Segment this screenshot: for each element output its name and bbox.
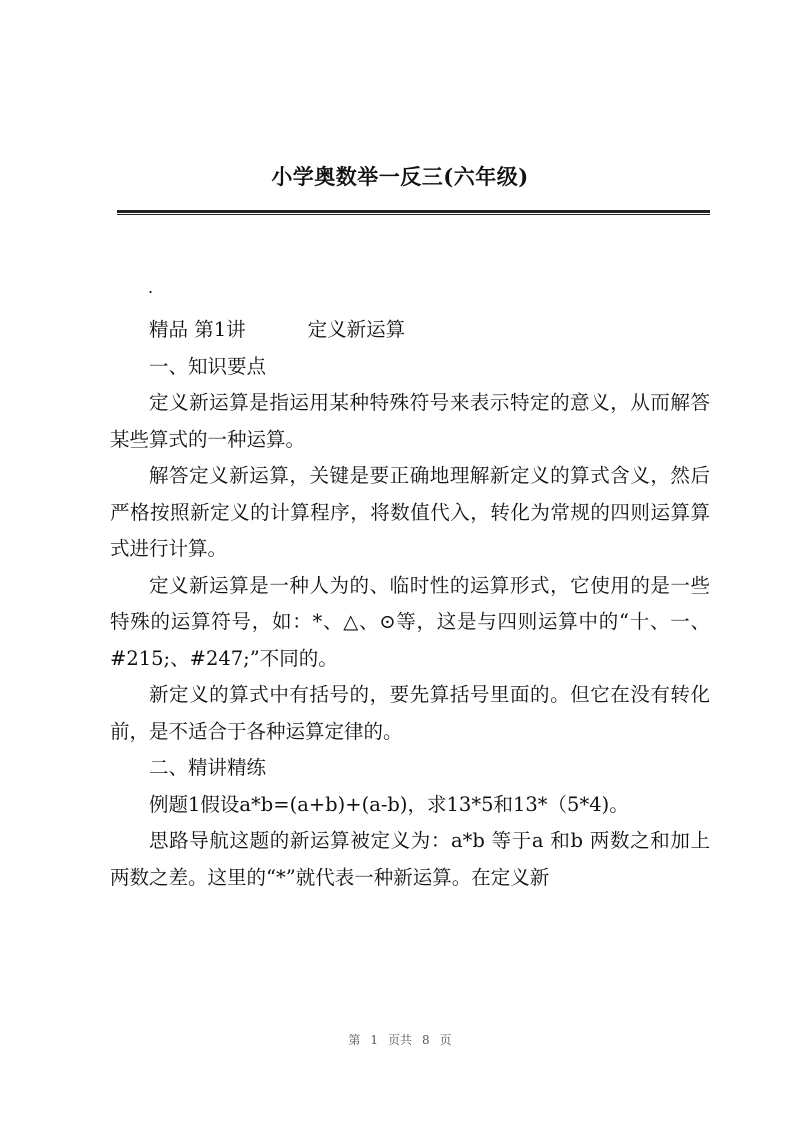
paragraph: 思路导航这题的新运算被定义为：a*b 等于a 和b 两数之和加上两数之差。这里的“*”就代表一种新运算。在定义新 — [110, 829, 710, 889]
document-body — [110, 312, 710, 896]
lead-mark: . — [148, 278, 154, 297]
paragraph: 解答定义新运算，关键是要正确地理解新定义的算式含义，然后严格按照新定义的计算程序，将数值代入，转化为常规的四则运算算式进行计算。 — [110, 464, 710, 560]
paragraph: 定义新运算是指运用某种特殊符号来表示特定的意义，从而解答某些算式的一种运算。 — [110, 391, 710, 451]
lesson-heading — [110, 312, 710, 349]
footer-label-end: 页 — [439, 1033, 452, 1047]
footer-total-pages: 8 — [422, 1033, 430, 1047]
lesson-prefix: 精品 第1讲 — [149, 318, 246, 341]
paragraph: 定义新运算是一种人为的、临时性的运算形式，它使用的是一些特殊的运算符号，如：*、△、⊙等，这是与四则运算中的“十、一、#215;、#247;”不同的。 — [110, 573, 710, 670]
example-paragraph: 例题1假设a*b=(a+b)+(a-b)，求13*5和13*（5*4)。 — [149, 792, 629, 816]
page-footer — [0, 1032, 800, 1048]
paragraph: 新定义的算式中有括号的，要先算括号里面的。但它在没有转化前，是不适合于各种运算定律的。 — [110, 683, 710, 743]
lesson-name: 定义新运算 — [307, 318, 406, 341]
footer-current-page: 1 — [370, 1033, 378, 1047]
footer-label-page: 第 — [348, 1033, 361, 1047]
title-divider — [117, 210, 710, 215]
section-heading: 一、知识要点 — [149, 354, 267, 378]
section-heading: 二、精讲精练 — [149, 756, 267, 779]
footer-label-total: 页共 — [387, 1033, 412, 1047]
page-title: 小学奥数举一反三(六年级) — [271, 164, 529, 189]
